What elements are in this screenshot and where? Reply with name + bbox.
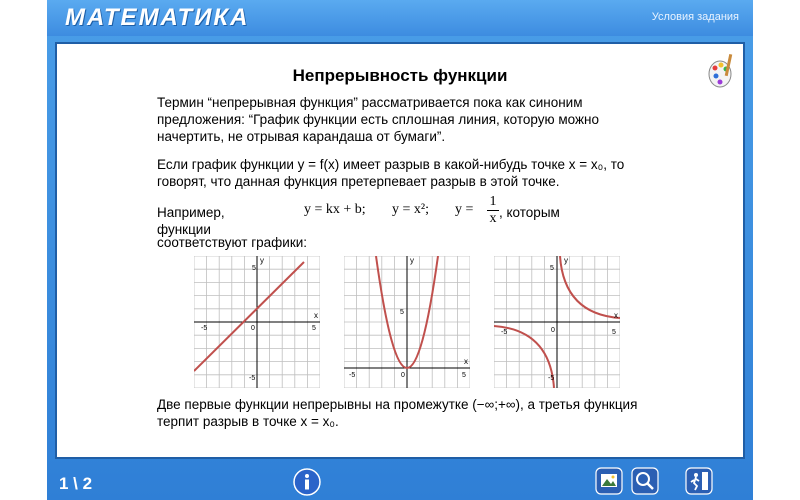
tick-ymax: 5 [400, 309, 404, 316]
info-icon[interactable] [293, 468, 321, 496]
header [47, 0, 753, 36]
header-decoration [277, 2, 282, 12]
formula-linear: y = kx + b; [304, 202, 366, 217]
paragraph-graphs-intro: соответствуют графики: [157, 235, 308, 250]
tick-ymax: 5 [252, 265, 256, 272]
y-axis-label: y [564, 256, 568, 265]
tick-xmax: 5 [612, 329, 616, 336]
tick-xmin: -5 [201, 325, 208, 332]
paragraph-conclusion: Две первые функции непрерывны на промежутке (−∞;+∞), а третья функция терпит разрыв в точке x = x₀. [157, 397, 638, 429]
x-axis-label: x [614, 311, 618, 320]
tick-ymin: -5 [548, 375, 555, 382]
graph-hyperbola [494, 256, 620, 388]
paragraph-discontinuity: Если график функции y = f(x) имеет разрыв в какой-нибудь точке x = x₀, то говорят, что данная функция претерпевает разрыв в этой точке. [157, 157, 625, 189]
app-title: МАТЕМАТИКА [65, 4, 250, 31]
tick-origin: 0 [401, 372, 405, 379]
x-axis-label: x [314, 311, 318, 320]
y-axis-label: y [260, 256, 264, 265]
curve [194, 262, 304, 371]
image-icon[interactable] [595, 467, 623, 495]
exit-icon[interactable] [685, 467, 713, 495]
fraction-denominator: x [489, 211, 497, 226]
content-panel [55, 42, 745, 459]
tick-xmax: 5 [462, 372, 466, 379]
footer [47, 464, 753, 500]
page-title: Непрерывность функции [292, 66, 508, 85]
tick-xmax: 5 [312, 325, 316, 332]
graph-parabola [344, 256, 470, 388]
graph-linear [194, 256, 320, 388]
y-axis-label: y [410, 256, 414, 265]
formula-hyperbola-fraction [487, 194, 499, 227]
formula-hyperbola-lhs: y = [455, 202, 474, 217]
paragraph-example-start: Например, функции [157, 205, 225, 237]
palette-icon[interactable] [707, 52, 735, 92]
tick-ymin: -5 [249, 375, 256, 382]
formula-quadratic: y = x²; [392, 202, 429, 217]
tick-ymax: 5 [550, 265, 554, 272]
paragraph-definition: Термин “непрерывная функция” рассматривается пока как синоним предложения: “График функции есть сплошная линия, которую можно начертить, не отрывая карандаша от бумаги”. [157, 95, 599, 144]
zoom-icon[interactable] [631, 467, 659, 495]
fraction-numerator: 1 [487, 194, 499, 211]
tick-xmin: -5 [349, 372, 356, 379]
task-conditions-link[interactable]: Условия задания [651, 11, 739, 23]
x-axis-label: x [464, 357, 468, 366]
tick-xmin: -5 [501, 329, 508, 336]
paragraph-example-end: , которым [499, 205, 560, 220]
tick-origin: 0 [251, 325, 255, 332]
app-frame [47, 0, 753, 500]
page-counter: 1 \ 2 [59, 474, 93, 493]
tick-origin: 0 [551, 327, 555, 334]
